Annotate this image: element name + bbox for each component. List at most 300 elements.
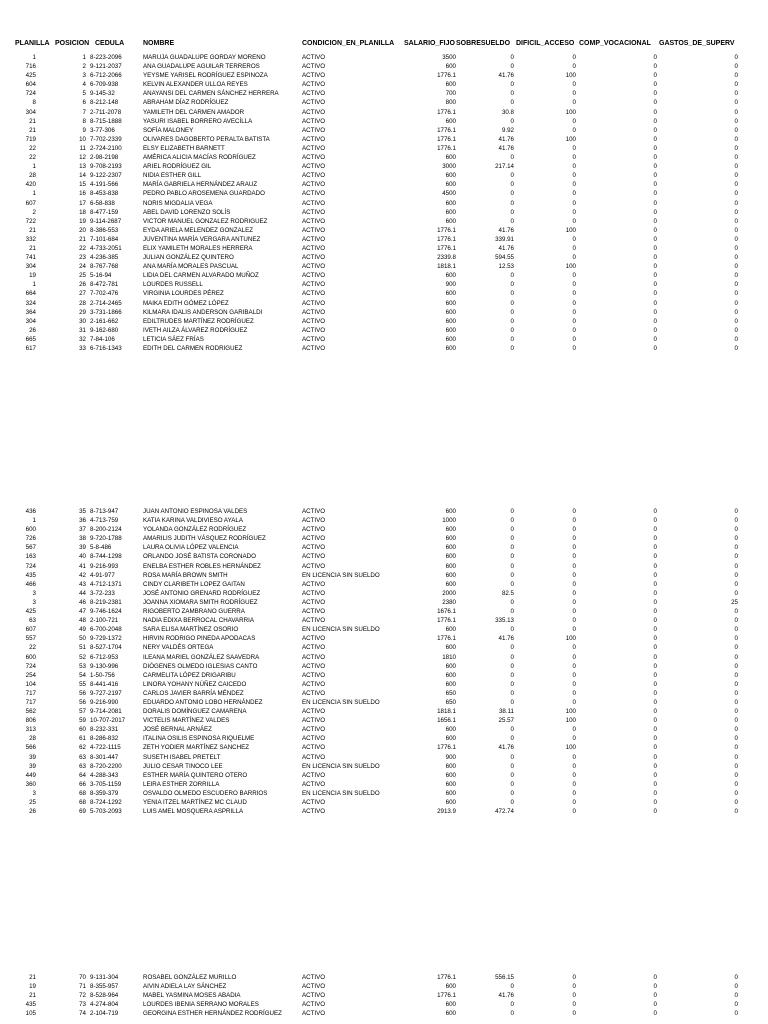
cell-planilla: 39 — [29, 762, 36, 770]
header-nombre: NOMBRE — [143, 40, 175, 47]
table-row — [0, 507, 768, 516]
cell-comp-vocacional: 0 — [653, 580, 657, 588]
table-row — [0, 662, 768, 671]
cell-posicion: 11 — [79, 144, 86, 152]
cell-sobresueldo: 556.15 — [495, 974, 514, 981]
cell-sobresueldo: 38.11 — [498, 708, 514, 716]
cell-nombre: LUIS AMEL MOSQUERA ASPRILLA — [143, 808, 244, 816]
cell-cedula: 9-746-1624 — [90, 608, 122, 616]
cell-planilla: 562 — [25, 708, 36, 716]
cell-salario-fijo: 1776.1 — [437, 744, 456, 752]
cell-gastos-superv: 0 — [734, 517, 738, 525]
table-row — [0, 762, 768, 771]
cell-sobresueldo: 0 — [510, 598, 514, 606]
cell-sobresueldo: 0 — [510, 526, 514, 534]
cell-posicion: 13 — [79, 163, 86, 171]
cell-cedula: 2-161-662 — [90, 317, 119, 325]
cell-posicion: 8 — [82, 117, 86, 125]
cell-gastos-superv: 0 — [734, 992, 738, 1000]
cell-condicion: ACTIVO — [302, 308, 326, 316]
table-row — [0, 798, 768, 807]
cell-salario-fijo: 1776.1 — [437, 974, 456, 981]
cell-salario-fijo: 600 — [445, 199, 456, 207]
cell-comp-vocacional: 0 — [653, 181, 657, 189]
table-row — [0, 199, 768, 208]
cell-posicion: 68 — [79, 789, 86, 797]
cell-salario-fijo: 600 — [445, 735, 456, 743]
cell-sobresueldo: 9.92 — [501, 126, 514, 134]
cell-planilla: 22 — [29, 144, 36, 152]
cell-condicion: ACTIVO — [302, 299, 326, 307]
table-row — [0, 625, 768, 634]
cell-sobresueldo: 0 — [510, 535, 514, 543]
cell-nombre: MAIKA EDITH GÓMEZ LÓPEZ — [143, 299, 229, 307]
cell-sobresueldo: 0 — [510, 789, 514, 797]
cell-gastos-superv: 0 — [734, 608, 738, 616]
cell-condicion: ACTIVO — [302, 526, 326, 534]
table-row — [0, 780, 768, 789]
cell-posicion: 56 — [79, 698, 86, 706]
cell-nombre: KILMARA IDALIS ANDERSON GARIBALDI — [143, 308, 263, 316]
cell-sobresueldo: 339.91 — [495, 235, 514, 243]
header-condicion: CONDICION_EN_PLANILLA — [302, 40, 395, 47]
cell-gastos-superv: 0 — [734, 235, 738, 243]
cell-condicion: ACTIVO — [302, 144, 326, 152]
cell-gastos-superv: 0 — [734, 626, 738, 634]
cell-comp-vocacional: 0 — [653, 744, 657, 752]
cell-gastos-superv: 0 — [734, 81, 738, 89]
cell-nombre: JULIAN GONZÁLEZ QUINTERO — [143, 254, 234, 262]
cell-gastos-superv: 0 — [734, 117, 738, 125]
cell-gastos-superv: 0 — [734, 780, 738, 788]
cell-salario-fijo: 1656.1 — [437, 717, 456, 725]
cell-dificil-acceso: 0 — [572, 680, 576, 688]
cell-nombre: EDUARDO ANTONIO LOBO HERNÁNDEZ — [143, 698, 263, 706]
cell-comp-vocacional: 0 — [653, 617, 657, 625]
table-row — [0, 643, 768, 652]
cell-dificil-acceso: 0 — [572, 199, 576, 207]
cell-cedula: 2-104-719 — [90, 1010, 119, 1018]
cell-posicion: 42 — [79, 571, 86, 579]
cell-cedula: 9-708-2193 — [90, 163, 122, 171]
cell-salario-fijo: 1776.1 — [437, 244, 456, 252]
cell-dificil-acceso: 0 — [572, 1001, 576, 1009]
cell-gastos-superv: 0 — [734, 580, 738, 588]
cell-planilla: 1 — [32, 281, 36, 289]
cell-planilla: 332 — [25, 235, 36, 243]
cell-nombre: YAMILETH DEL CARMEN AMADOR — [143, 108, 245, 116]
cell-salario-fijo: 600 — [445, 172, 456, 180]
cell-cedula: 4-288-343 — [90, 771, 119, 779]
cell-gastos-superv: 0 — [734, 272, 738, 280]
cell-dificil-acceso: 0 — [572, 254, 576, 262]
cell-posicion: 24 — [79, 263, 86, 271]
cell-comp-vocacional: 0 — [653, 608, 657, 616]
cell-posicion: 18 — [79, 208, 86, 216]
cell-condicion: ACTIVO — [302, 326, 326, 334]
cell-dificil-acceso: 0 — [572, 974, 576, 981]
cell-nombre: EDITH DEL CARMEN RODRIGUEZ — [143, 345, 243, 352]
cell-nombre: MABEL YASMINA MOSES ABADIA — [143, 992, 241, 1000]
cell-salario-fijo: 1818.1 — [437, 263, 456, 271]
cell-nombre: EYDA ARIELA MELENDEZ GONZALEZ — [143, 226, 254, 234]
cell-sobresueldo: 0 — [510, 1001, 514, 1009]
cell-nombre: ILEANA MARIEL GONZÁLEZ SAAVEDRA — [143, 653, 260, 661]
cell-nombre: LAURA OLIVIA LÓPEZ VALENCIA — [143, 544, 239, 552]
cell-gastos-superv: 0 — [734, 744, 738, 752]
cell-condicion: ACTIVO — [302, 235, 326, 243]
cell-comp-vocacional: 0 — [653, 526, 657, 534]
cell-cedula: 6-712-953 — [90, 653, 119, 661]
cell-sobresueldo: 594.55 — [495, 254, 514, 262]
cell-gastos-superv: 0 — [734, 726, 738, 734]
cell-nombre: VICTELIS MARTÍNEZ VALDES — [143, 717, 230, 725]
cell-gastos-superv: 0 — [734, 589, 738, 597]
cell-condicion: ACTIVO — [302, 808, 326, 816]
cell-nombre: YOLANDA GONZÁLEZ RODRÍGUEZ — [143, 526, 247, 534]
cell-posicion: 1 — [82, 54, 86, 61]
table-row — [0, 698, 768, 707]
cell-posicion: 43 — [79, 580, 86, 588]
cell-condicion: ACTIVO — [302, 644, 326, 652]
cell-dificil-acceso: 100 — [565, 744, 576, 752]
cell-salario-fijo: 600 — [445, 580, 456, 588]
cell-nombre: DIÓGENES OLMEDO IGLESIAS CANTO — [143, 662, 258, 670]
cell-dificil-acceso: 0 — [572, 808, 576, 816]
cell-dificil-acceso: 0 — [572, 735, 576, 743]
cell-sobresueldo: 0 — [510, 508, 514, 515]
cell-cedula: 8-720-2200 — [90, 762, 122, 770]
cell-posicion: 15 — [79, 181, 86, 189]
cell-nombre: NADIA EDIXA BERROCAL CHAVARRIA — [143, 617, 254, 625]
cell-salario-fijo: 900 — [445, 753, 456, 761]
cell-condicion: ACTIVO — [302, 799, 326, 806]
cell-gastos-superv: 0 — [734, 553, 738, 561]
cell-comp-vocacional: 0 — [653, 517, 657, 525]
cell-cedula: 8-223-2096 — [90, 54, 122, 61]
cell-dificil-acceso: 100 — [565, 226, 576, 234]
cell-posicion: 37 — [79, 526, 86, 534]
cell-gastos-superv: 0 — [734, 317, 738, 325]
table-row — [0, 80, 768, 89]
table-row — [0, 162, 768, 171]
cell-comp-vocacional: 0 — [653, 208, 657, 216]
cell-sobresueldo: 0 — [510, 199, 514, 207]
table-row — [0, 716, 768, 725]
cell-dificil-acceso: 0 — [572, 126, 576, 134]
cell-gastos-superv: 0 — [734, 72, 738, 80]
cell-nombre: JUAN ANTONIO ESPINOSA VALDES — [143, 508, 248, 515]
cell-condicion: ACTIVO — [302, 771, 326, 779]
cell-nombre: LOURDES RUSSELL — [143, 281, 203, 289]
cell-planilla: 726 — [25, 535, 36, 543]
cell-sobresueldo: 0 — [510, 217, 514, 225]
table-row — [0, 98, 768, 107]
cell-posicion: 46 — [79, 598, 86, 606]
cell-gastos-superv: 0 — [734, 308, 738, 316]
cell-sobresueldo: 0 — [510, 154, 514, 162]
cell-sobresueldo: 217.14 — [495, 163, 514, 171]
cell-dificil-acceso: 0 — [572, 771, 576, 779]
cell-cedula: 9-114-2687 — [90, 217, 122, 225]
cell-condicion: EN LICENCIA SIN SUELDO — [302, 698, 380, 706]
cell-dificil-acceso: 0 — [572, 535, 576, 543]
cell-dificil-acceso: 100 — [565, 108, 576, 116]
cell-dificil-acceso: 0 — [572, 571, 576, 579]
cell-planilla: 21 — [29, 126, 36, 134]
cell-planilla: 420 — [25, 181, 36, 189]
cell-planilla: 724 — [25, 662, 36, 670]
cell-cedula: 8-441-416 — [90, 680, 119, 688]
cell-nombre: EDILTRUDES MARTÍNEZ RODRÍGUEZ — [143, 317, 254, 325]
cell-planilla: 304 — [25, 263, 36, 271]
cell-condicion: ACTIVO — [302, 81, 326, 89]
cell-condicion: ACTIVO — [302, 544, 326, 552]
cell-gastos-superv: 0 — [734, 1001, 738, 1009]
cell-sobresueldo: 41.76 — [498, 635, 514, 643]
cell-condicion: ACTIVO — [302, 580, 326, 588]
cell-gastos-superv: 25 — [731, 598, 738, 606]
cell-sobresueldo: 12.53 — [498, 263, 514, 271]
cell-posicion: 56 — [79, 689, 86, 697]
table-row — [0, 807, 768, 816]
cell-planilla: 22 — [29, 154, 36, 162]
cell-salario-fijo: 1676.1 — [437, 608, 456, 616]
cell-gastos-superv: 0 — [734, 662, 738, 670]
cell-comp-vocacional: 0 — [653, 217, 657, 225]
cell-cedula: 6-700-2048 — [90, 626, 122, 634]
cell-gastos-superv: 0 — [734, 154, 738, 162]
cell-cedula: 8-477-159 — [90, 208, 119, 216]
cell-sobresueldo: 0 — [510, 644, 514, 652]
cell-planilla: 105 — [25, 1010, 36, 1018]
cell-gastos-superv: 0 — [734, 54, 738, 61]
cell-comp-vocacional: 0 — [653, 254, 657, 262]
cell-salario-fijo: 600 — [445, 208, 456, 216]
cell-nombre: KATIA KARINA VALDIVIESO AYALA — [143, 517, 243, 525]
cell-comp-vocacional: 0 — [653, 974, 657, 981]
table-row — [0, 653, 768, 662]
cell-condicion: ACTIVO — [302, 317, 326, 325]
cell-cedula: 9-727-2197 — [90, 689, 122, 697]
cell-nombre: OSVALDO OLMEDO ESCUDERO BARRIOS — [143, 789, 268, 797]
row-block-1 — [0, 53, 768, 353]
cell-condicion: ACTIVO — [302, 689, 326, 697]
cell-sobresueldo: 30.8 — [501, 108, 514, 116]
cell-gastos-superv: 0 — [734, 299, 738, 307]
cell-nombre: DORALIS DOMÍNGUEZ CAMARENA — [143, 708, 247, 716]
cell-dificil-acceso: 0 — [572, 345, 576, 352]
cell-planilla: 722 — [25, 217, 36, 225]
cell-gastos-superv: 0 — [734, 635, 738, 643]
cell-condicion: EN LICENCIA SIN SUELDO — [302, 762, 380, 770]
cell-dificil-acceso: 0 — [572, 90, 576, 98]
cell-dificil-acceso: 0 — [572, 589, 576, 597]
cell-comp-vocacional: 0 — [653, 108, 657, 116]
cell-planilla: 435 — [25, 571, 36, 579]
cell-dificil-acceso: 0 — [572, 54, 576, 61]
cell-dificil-acceso: 0 — [572, 671, 576, 679]
header-sobresueldo: SOBRESUELDO — [456, 40, 511, 47]
cell-dificil-acceso: 0 — [572, 208, 576, 216]
cell-gastos-superv: 0 — [734, 544, 738, 552]
cell-dificil-acceso: 0 — [572, 526, 576, 534]
cell-nombre: ABRAHAM DÍAZ RODRÍGUEZ — [143, 99, 229, 107]
cell-condicion: ACTIVO — [302, 163, 326, 171]
cell-cedula: 9-216-990 — [90, 698, 119, 706]
cell-salario-fijo: 600 — [445, 571, 456, 579]
cell-salario-fijo: 600 — [445, 81, 456, 89]
cell-dificil-acceso: 0 — [572, 644, 576, 652]
cell-comp-vocacional: 0 — [653, 281, 657, 289]
cell-cedula: 8-527-1704 — [90, 644, 122, 652]
cell-cedula: 4-722-1115 — [90, 744, 121, 752]
cell-posicion: 31 — [79, 326, 86, 334]
cell-sobresueldo: 0 — [510, 680, 514, 688]
cell-cedula: 10-707-2017 — [90, 717, 126, 725]
cell-posicion: 53 — [79, 662, 86, 670]
cell-dificil-acceso: 0 — [572, 689, 576, 697]
cell-sobresueldo: 0 — [510, 345, 514, 352]
cell-salario-fijo: 700 — [445, 90, 456, 98]
cell-cedula: 9-720-1788 — [90, 535, 122, 543]
cell-dificil-acceso: 0 — [572, 326, 576, 334]
cell-planilla: 425 — [25, 608, 36, 616]
cell-posicion: 33 — [79, 345, 86, 352]
cell-nombre: ZETH YODIER MARTÍNEZ SANCHEZ — [143, 744, 249, 752]
cell-sobresueldo: 0 — [510, 698, 514, 706]
cell-salario-fijo: 650 — [445, 698, 456, 706]
cell-cedula: 4-274-804 — [90, 1001, 119, 1009]
cell-comp-vocacional: 0 — [653, 163, 657, 171]
cell-salario-fijo: 2000 — [442, 589, 456, 597]
cell-condicion: ACTIVO — [302, 90, 326, 98]
cell-posicion: 27 — [79, 290, 86, 298]
cell-planilla: 466 — [25, 580, 36, 588]
cell-sobresueldo: 0 — [510, 308, 514, 316]
cell-planilla: 741 — [25, 254, 36, 262]
cell-posicion: 9 — [82, 126, 86, 134]
cell-salario-fijo: 600 — [445, 762, 456, 770]
cell-condicion: ACTIVO — [302, 99, 326, 107]
cell-planilla: 28 — [29, 172, 36, 180]
cell-dificil-acceso: 0 — [572, 99, 576, 107]
cell-comp-vocacional: 0 — [653, 63, 657, 71]
cell-dificil-acceso: 0 — [572, 780, 576, 788]
cell-comp-vocacional: 0 — [653, 562, 657, 570]
cell-comp-vocacional: 0 — [653, 808, 657, 816]
cell-condicion: EN LICENCIA SIN SUELDO — [302, 571, 380, 579]
table-row — [0, 117, 768, 126]
cell-condicion: ACTIVO — [302, 671, 326, 679]
cell-comp-vocacional: 0 — [653, 226, 657, 234]
table-row — [0, 534, 768, 543]
cell-nombre: ELSY ELIZABETH BARNETT — [143, 144, 225, 152]
cell-sobresueldo: 335.13 — [495, 617, 514, 625]
cell-dificil-acceso: 100 — [565, 72, 576, 80]
cell-posicion: 2 — [82, 63, 86, 71]
cell-planilla: 3 — [32, 589, 36, 597]
cell-gastos-superv: 0 — [734, 190, 738, 198]
cell-cedula: 8-453-838 — [90, 190, 119, 198]
cell-posicion: 32 — [79, 335, 86, 343]
cell-planilla: 3 — [32, 789, 36, 797]
cell-dificil-acceso: 0 — [572, 335, 576, 343]
cell-planilla: 21 — [29, 992, 36, 1000]
cell-planilla: 21 — [29, 974, 36, 981]
header-gastos-superv: GASTOS_DE_SUPERV — [659, 40, 735, 47]
cell-gastos-superv: 0 — [734, 208, 738, 216]
cell-posicion: 3 — [82, 72, 86, 80]
table-row — [0, 235, 768, 244]
cell-condicion: ACTIVO — [302, 335, 326, 343]
cell-condicion: ACTIVO — [302, 635, 326, 643]
cell-cedula: 2-724-2100 — [90, 144, 122, 152]
cell-comp-vocacional: 0 — [653, 689, 657, 697]
cell-cedula: 8-767-768 — [90, 263, 119, 271]
cell-gastos-superv: 0 — [734, 90, 738, 98]
cell-planilla: 63 — [29, 617, 36, 625]
cell-planilla: 313 — [25, 726, 36, 734]
cell-gastos-superv: 0 — [734, 762, 738, 770]
cell-comp-vocacional: 0 — [653, 708, 657, 716]
cell-salario-fijo: 600 — [445, 326, 456, 334]
cell-cedula: 5-16-94 — [90, 272, 112, 280]
cell-condicion: ACTIVO — [302, 744, 326, 752]
cell-posicion: 51 — [79, 644, 86, 652]
cell-condicion: EN LICENCIA SIN SUELDO — [302, 626, 380, 634]
cell-gastos-superv: 0 — [734, 135, 738, 143]
cell-comp-vocacional: 0 — [653, 780, 657, 788]
cell-sobresueldo: 472.74 — [495, 808, 514, 816]
cell-posicion: 70 — [79, 974, 86, 981]
cell-nombre: AIVIN ADIELA LAY SÁNCHEZ — [143, 983, 227, 991]
table-row — [0, 335, 768, 344]
table-row — [0, 552, 768, 561]
cell-comp-vocacional: 0 — [653, 535, 657, 543]
cell-cedula: 8-219-2381 — [90, 598, 122, 606]
cell-nombre: NIDIA ESTHER GILL — [143, 172, 202, 180]
cell-planilla: 8 — [32, 99, 36, 107]
cell-comp-vocacional: 0 — [653, 635, 657, 643]
cell-nombre: IVETH AILZA ÁLVAREZ RODRÍGUEZ — [143, 326, 248, 334]
cell-salario-fijo: 600 — [445, 345, 456, 352]
cell-salario-fijo: 600 — [445, 671, 456, 679]
table-row — [0, 1000, 768, 1009]
cell-salario-fijo: 1776.1 — [437, 126, 456, 134]
cell-comp-vocacional: 0 — [653, 653, 657, 661]
cell-gastos-superv: 0 — [734, 789, 738, 797]
cell-dificil-acceso: 0 — [572, 698, 576, 706]
cell-sobresueldo: 0 — [510, 580, 514, 588]
cell-posicion: 36 — [79, 517, 86, 525]
cell-cedula: 4-712-1371 — [90, 580, 122, 588]
cell-sobresueldo: 0 — [510, 780, 514, 788]
cell-nombre: YEYSME YARISEL RODRÍGUEZ ESPINOZA — [143, 72, 268, 80]
cell-dificil-acceso: 0 — [572, 553, 576, 561]
cell-dificil-acceso: 100 — [565, 635, 576, 643]
cell-cedula: 9-216-993 — [90, 562, 119, 570]
cell-sobresueldo: 41.76 — [498, 244, 514, 252]
cell-dificil-acceso: 0 — [572, 789, 576, 797]
cell-gastos-superv: 0 — [734, 680, 738, 688]
cell-gastos-superv: 0 — [734, 717, 738, 725]
cell-sobresueldo: 0 — [510, 208, 514, 216]
table-row — [0, 71, 768, 80]
cell-gastos-superv: 0 — [734, 983, 738, 991]
cell-planilla: 717 — [25, 689, 36, 697]
cell-comp-vocacional: 0 — [653, 335, 657, 343]
